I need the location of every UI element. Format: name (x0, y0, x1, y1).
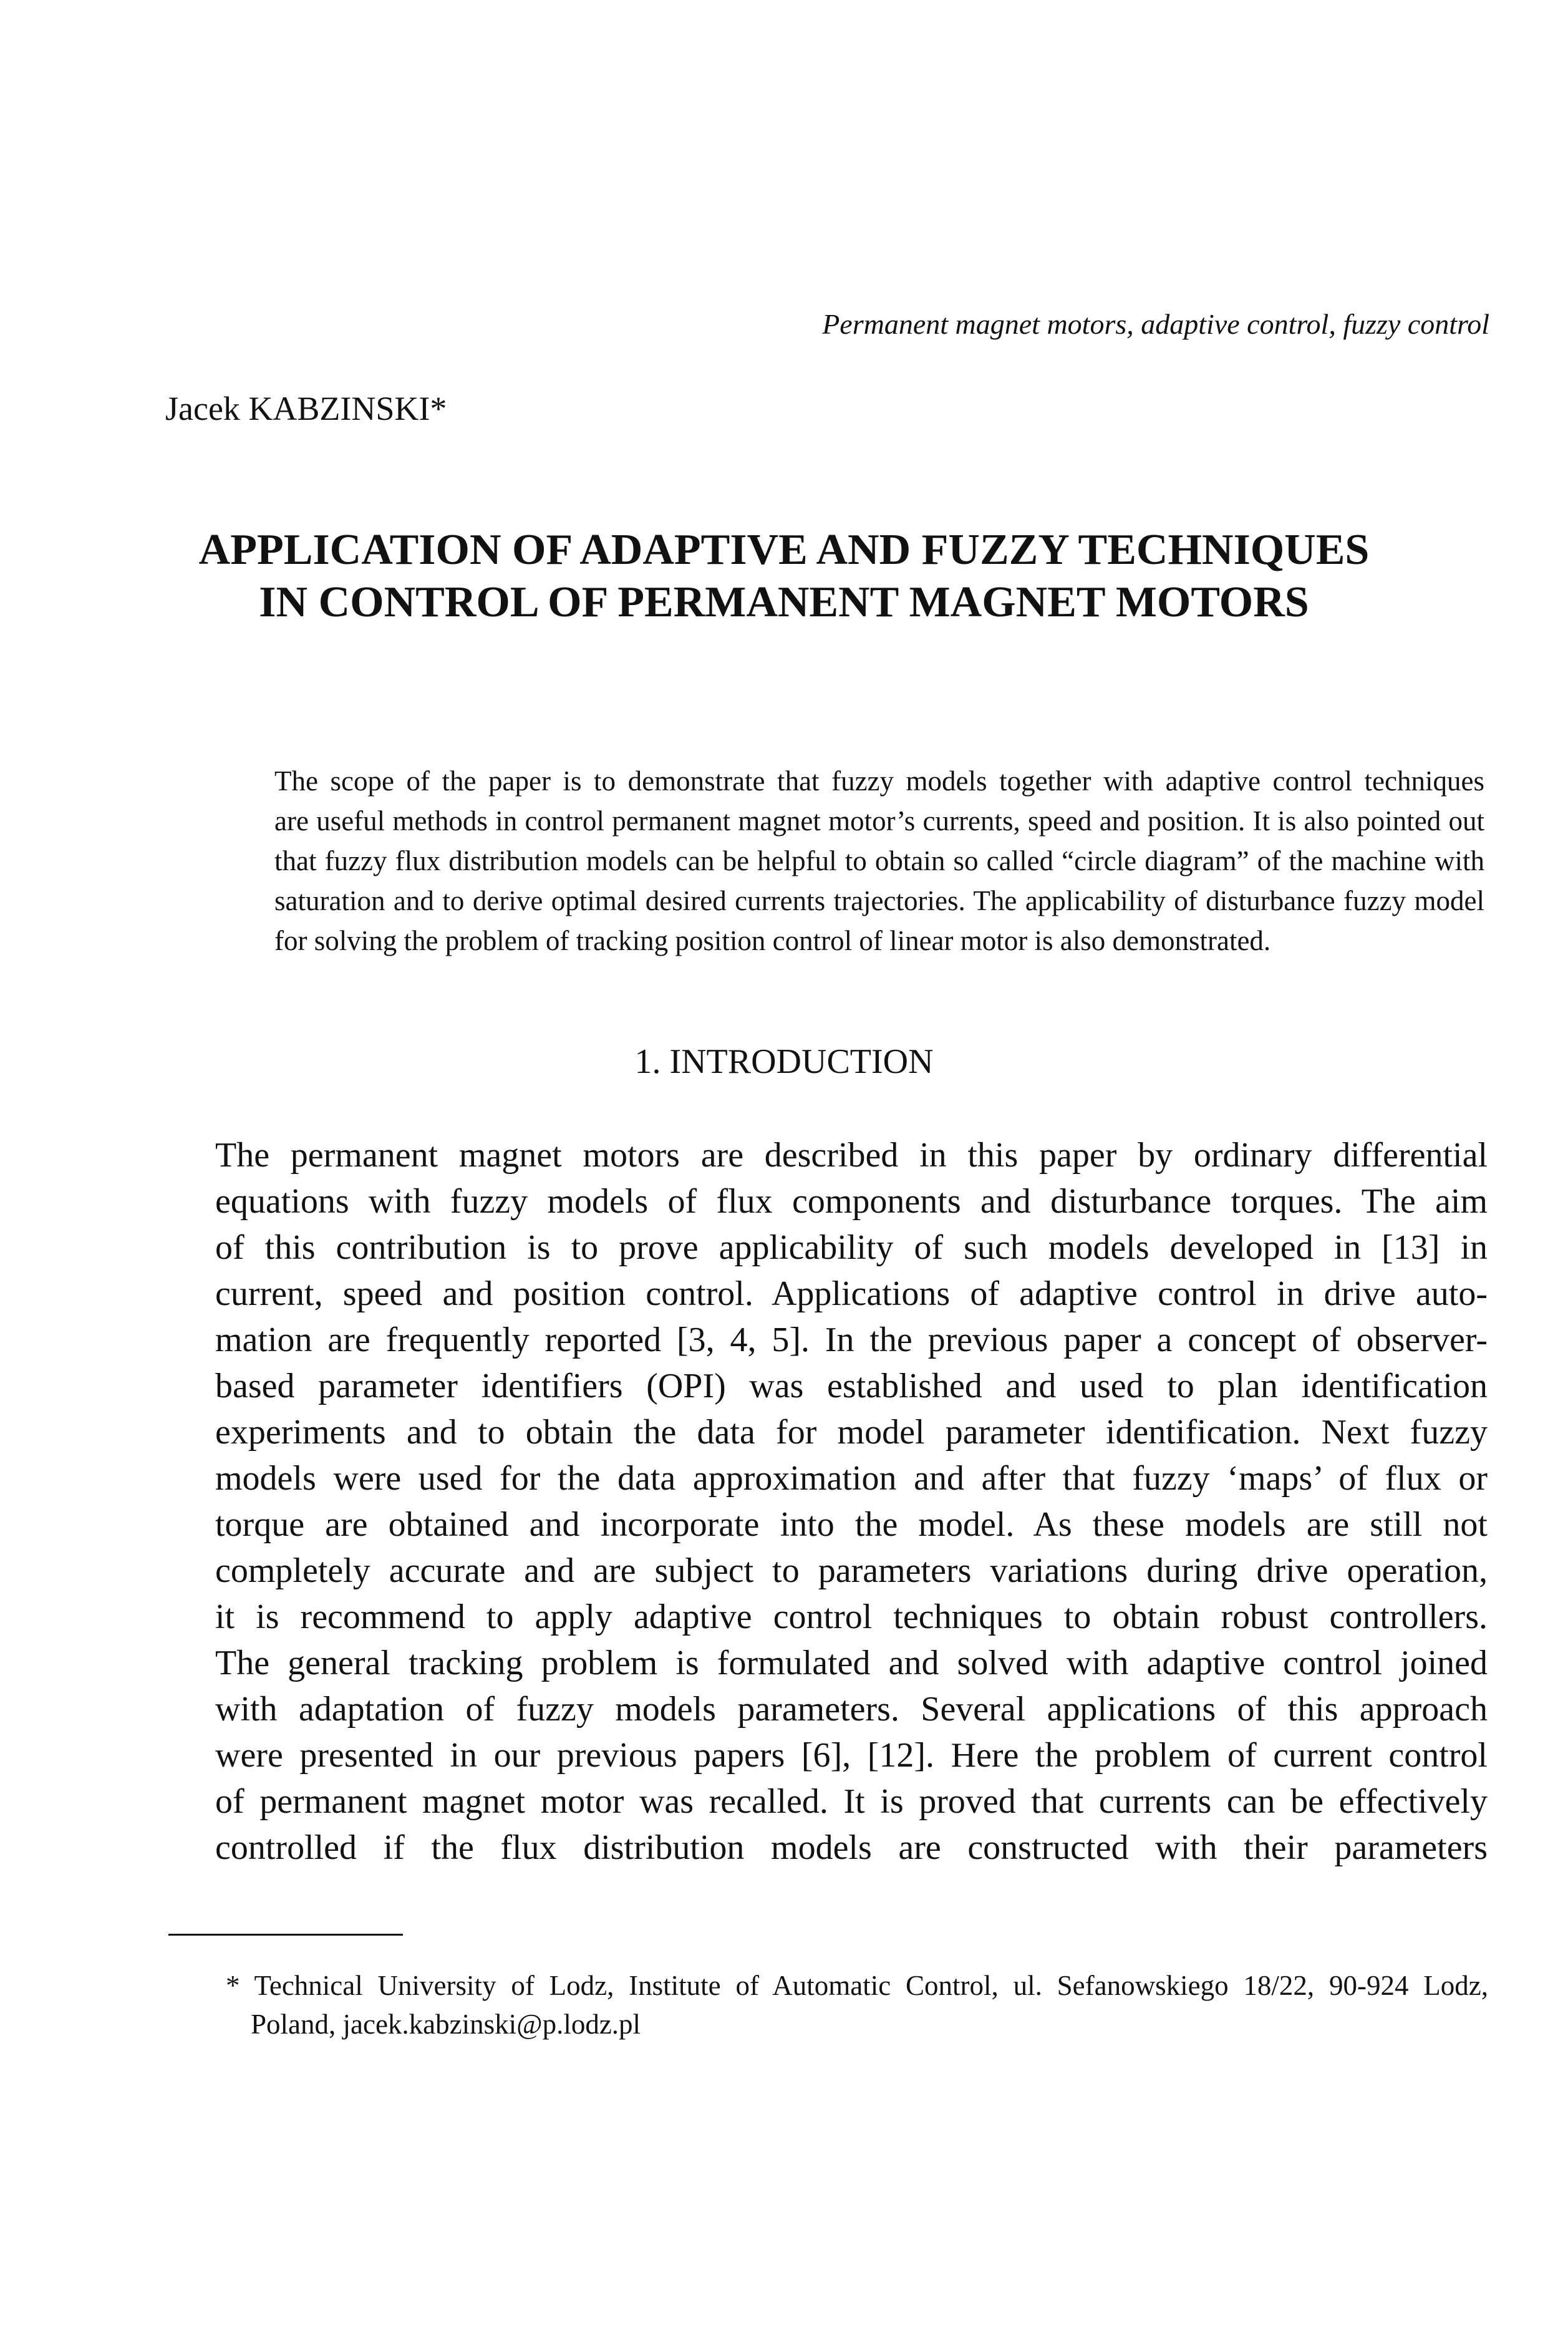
body-line: with adaptation of fuzzy models parameters. Several applications of this approach (215, 1690, 1488, 1729)
body-line: of this contribution is to prove applicability of such models developed in [13] in (215, 1228, 1488, 1267)
paper-title (125, 524, 1443, 629)
keywords: Permanent magnet motors, adaptive control, fuzzy control (822, 308, 1489, 340)
footnote-divider (168, 1934, 403, 1936)
abstract-line: saturation and to derive optimal desired currents trajectories. The applicability of disturbance fuzzy model (274, 885, 1484, 916)
body-line: controlled if the flux distribution models are constructed with their parameters (215, 1828, 1488, 1867)
body-text (215, 1132, 1488, 1871)
abstract-line: The scope of the paper is to demonstrate that fuzzy models together with adaptive control techniques (274, 765, 1484, 797)
abstract-line: are useful methods in control permanent magnet motor’s currents, speed and position. It is also pointed out (274, 805, 1484, 837)
body-line: of permanent magnet motor was recalled. It is proved that currents can be effectively (215, 1782, 1488, 1821)
title-line: APPLICATION OF ADAPTIVE AND FUZZY TECHNIQUES (198, 526, 1370, 574)
author-name: Jacek KABZINSKI* (165, 390, 447, 427)
body-line: it is recommend to apply adaptive control techniques to obtain robust controllers. (215, 1598, 1488, 1636)
abstract-line: that fuzzy flux distribution models can be helpful to obtain so called “circle diagram” of the machine with (274, 845, 1484, 876)
footnote-line: Poland, jacek.kabzinski@p.lodz.pl (251, 2009, 641, 2040)
body-line: mation are frequently reported [3, 4, 5]. In the previous paper a concept of observer- (215, 1321, 1488, 1359)
body-line: The permanent magnet motors are described in this paper by ordinary differential (215, 1136, 1488, 1175)
section-heading: 1. INTRODUCTION (634, 1042, 934, 1081)
body-line: The general tracking problem is formulated and solved with adaptive control joined (215, 1644, 1488, 1682)
body-line: models were used for the data approximation and after that fuzzy ‘maps’ of flux or (215, 1459, 1488, 1498)
body-line: equations with fuzzy models of flux components and disturbance torques. The aim (215, 1182, 1488, 1221)
body-line: current, speed and position control. Applications of adaptive control in drive auto- (215, 1274, 1488, 1313)
title-line: IN CONTROL OF PERMANENT MAGNET MOTORS (259, 578, 1309, 626)
body-line: based parameter identifiers (OPI) was established and used to plan identification (215, 1367, 1488, 1405)
footnote (226, 1966, 1488, 2044)
body-line: experiments and to obtain the data for model parameter identification. Next fuzzy (215, 1413, 1488, 1452)
abstract (274, 761, 1484, 961)
footnote-line: * Technical University of Lodz, Institute of Automatic Control, ul. Sefanowskiego 18/22, 90-924 Lodz, (226, 1970, 1488, 2001)
body-line: torque are obtained and incorporate into the model. As these models are still not (215, 1505, 1488, 1544)
body-line: completely accurate and are subject to parameters variations during drive operation, (215, 1551, 1488, 1590)
body-line: were presented in our previous papers [6], [12]. Here the problem of current control (215, 1736, 1488, 1775)
abstract-line: for solving the problem of tracking position control of linear motor is also demonstrated. (274, 925, 1271, 956)
